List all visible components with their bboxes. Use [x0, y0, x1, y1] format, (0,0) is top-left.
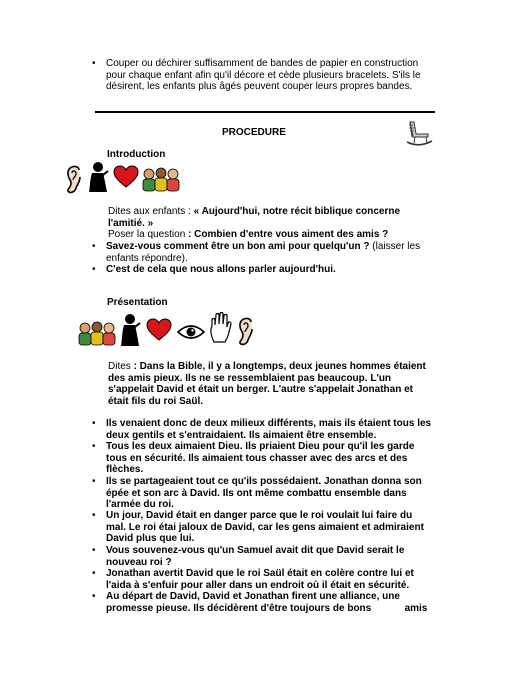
- praying-child-icon: [118, 313, 142, 347]
- story-bullet-3: • Ils se partageaient tout ce qu'ils possédaient. Jonathan donna son épée et son arc à David. Ils ont même combattu ensemble dans l'armée du roi.: [92, 476, 422, 511]
- children-group-icon: [78, 320, 118, 346]
- story-bullet-7: • Au départ de David, David et Jonathan firent une alliance, une promesse pieuse. Ils décidèrent d'être toujours de bons amis: [92, 591, 428, 614]
- intro-poser: Poser la question : Combien d'entre vous aiment des amis ?: [108, 229, 389, 240]
- heart-icon: [146, 318, 172, 342]
- presentation-dites: Dites : Dans la Bible, il y a longtemps, deux jeunes hommes étaient des amis pieux. Ils ne se ressemblaient pas beaucoup. L'un s'appelait David et était un berger. L'autre s'appelait Jonathan et était fils du roi Saül.: [108, 361, 426, 407]
- praying-child-icon: [86, 161, 110, 193]
- hand-icon: [208, 312, 232, 344]
- rocking-chair-icon: [404, 118, 434, 148]
- intro-question-2: • C'est de cela que nous allons parler aujourd'hui.: [92, 264, 336, 275]
- materials-bullet: • Couper ou déchirer suffisamment de bandes de papier en construction pour chaque enfant afin qu'il décore et cède plusieurs bracelets. S'ils le désirent, les enfants plus âgés peuvent couper leurs propres bandes.: [92, 58, 432, 93]
- story-bullet-4: • Un jour, David était en danger parce que le roi voulait lui faire du mal. Le roi étai jaloux de David, car les gens aimaient et admiraient David plus que lui.: [92, 510, 424, 545]
- ear-icon: [236, 316, 256, 346]
- eye-icon: [176, 322, 206, 342]
- section-divider: [95, 111, 435, 113]
- heart-icon: [113, 165, 139, 189]
- procedure-title: PROCEDURE: [222, 127, 286, 138]
- story-bullet-2: • Tous les deux aimaient Dieu. Ils priaient Dieu pour qu'il les garde tous en sécurité. Ils aimaient tous chasser avec des arcs et des flèches.: [92, 441, 415, 476]
- materials-text: Couper ou déchirer suffisamment de bandes de papier en construction pour chaque enfant afin qu'il décore et cède plusieurs bracelets. S'ils le désirent, les enfants plus âgés peuvent couper leurs propres bandes.: [106, 58, 421, 93]
- story-bullet-1: • Ils venaient donc de deux milieux différents, mais ils étaient tous les deux gentils et s'entraidaient. Ils aimaient être ensemble.: [92, 418, 432, 441]
- ear-icon: [64, 164, 84, 194]
- children-group-icon: [141, 166, 185, 192]
- story-bullet-6: • Jonathan avertit David que le roi Saül était en colère contre lui et l'aida à s'enfuir pour aller dans un endroit où il était en sécurité.: [92, 568, 414, 591]
- intro-dites: Dites aux enfants : « Aujourd'hui, notre récit biblique concerne l'amitié. »: [108, 206, 401, 229]
- story-bullet-5: • Vous souvenez-vous qu'un Samuel avait dit que David serait le nouveau roi ?: [92, 545, 405, 568]
- intro-question-1: • Savez-vous comment être un bon ami pour quelqu'un ? (laisser les enfants répondre).: [92, 241, 421, 264]
- introduction-heading: Introduction: [107, 149, 166, 160]
- presentation-heading: Présentation: [107, 297, 168, 308]
